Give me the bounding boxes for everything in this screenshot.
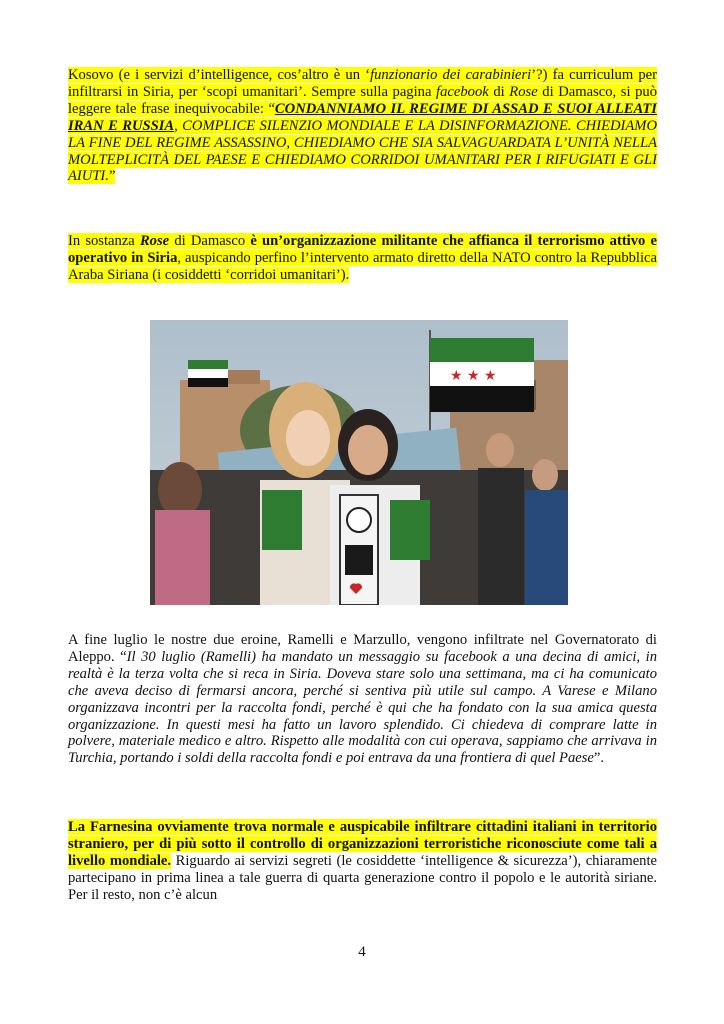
page-number: 4 (358, 944, 366, 960)
text-run: Rose (139, 233, 170, 249)
text-run: , auspicando perfino l’intervento armato diretto della NATO contro la Repubblica Araba Siriana (i cosiddetti ‘corridoi umanitari’). (68, 249, 657, 283)
text-run: La Farnesina ovviamente trova normale e auspicabile infiltrare cittadini italiani in territorio straniero, per di più sotto il controllo di organizzazioni terroristiche riconosciute come tali a livello mondiale. (68, 819, 657, 869)
text-run: Il 30 luglio (Ramelli) ha mandato un messaggio su facebook a una decina di amici, in realtà è la terza volta che si reca in Siria. Doveva stare solo una settimana, ma ci ha comunicato che aveva deciso di fermarsi ancora, perché si sentiva più utile sul campo. A Varese e Milano organizzava incontri per la raccolta fondi, perché è qui che ha fondato con la sua amica questa organizzazione. In questi mesi ha fatto un lavoro splendido. Ci chiedeva di comprare latte in polvere, materiale medico e altro. Rispetto alle modalità con cui operava, sappiamo che arrivava in Turchia, portando i soldi della raccolta fondi e poi entrava da una frontiera di quel Paese (68, 648, 657, 767)
text-run: , COMPLICE SILENZIO MONDIALE E LA DISINFORMAZIONE. CHIEDIAMO LA FINE DEL REGIME ASSASSINO, CHIEDIAMO CHE SIA SALVAGUARDATA L’UNITÀ NELLA MOLTEPLICITÀ DEL PAESE E CHIEDIAMO CORRIDOI UMANITARI PER I RIFUGIATI E GLI AIUTI. (68, 117, 658, 185)
svg-text:★ ★ ★: ★ ★ ★ (450, 368, 497, 384)
text-run: facebook (436, 83, 489, 100)
text-run: In sostanza (68, 233, 140, 249)
text-run: è un’organizzazione militante che affianca il terrorismo attivo e operativo in Siria (68, 233, 657, 266)
text-run: ”. (593, 750, 605, 767)
paragraph-4 (68, 819, 657, 904)
text-run: CONDANNIAMO IL REGIME DI ASSAD E SUOI ALLEATI IRAN E RUSSIA (68, 100, 657, 134)
text-run: ” (108, 168, 116, 185)
text-run: funzionario dei carabinieri (370, 67, 532, 83)
paragraph-2 (68, 233, 657, 284)
text-run: di Damasco (169, 233, 251, 249)
text-run: A fine luglio le nostre due eroine, Ramelli e Marzullo, vengono infiltrate nel Governatorato di Aleppo. “ (68, 632, 657, 665)
text-run: ’?) fa curriculum per infiltrarsi in Siria, per ‘scopi umanitari’. Sempre sulla pagina (68, 67, 657, 100)
text-run: di Damasco, si può leggere tale frase inequivocabile: “ (68, 83, 657, 117)
text-run: di (488, 83, 510, 100)
paragraph-1 (68, 67, 657, 185)
text-run: Kosovo (e i servizi d’intelligence, cos’altro è un ‘ (68, 67, 371, 83)
text-run: Rose (509, 83, 538, 100)
paragraph-3 (68, 632, 657, 767)
text-run: Riguardo ai servizi segreti (le cosiddette ‘intelligence & sicurezza’), chiaramente partecipano in prima linea a tale guerra di quarta generazione contro il popolo e le autorità siriane. Per il resto, non c’è alcun (68, 852, 658, 903)
protest-photo (150, 320, 568, 605)
